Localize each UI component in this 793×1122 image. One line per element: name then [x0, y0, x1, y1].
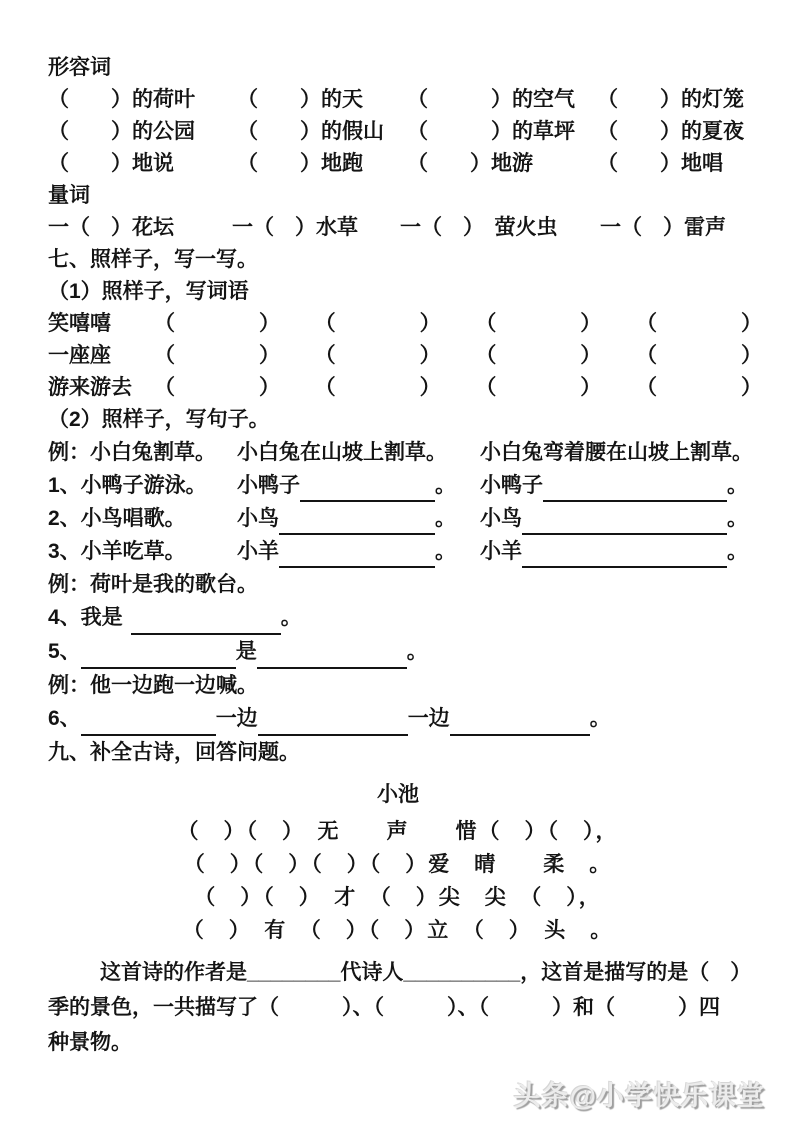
sentence-example-3: 例：他一边跑一边喊。: [48, 674, 258, 697]
fill-row-5: [48, 635, 748, 669]
word-pattern-label: 一座座: [48, 344, 111, 367]
adjective-blank: （ ）的空气: [407, 88, 575, 111]
poem-title: 小池: [377, 783, 419, 806]
fill-row-4: [48, 601, 748, 635]
answer-period: 。: [435, 474, 456, 497]
worksheet-content: [48, 52, 762, 1060]
adjective-blank: （ ）的草坪: [407, 120, 575, 143]
blank-line: [257, 640, 407, 669]
sentence-example-2: 例：荷叶是我的歌台。: [48, 573, 258, 596]
adjective-blank: （ ）的公园: [48, 120, 195, 143]
paren-blank: （ ）: [154, 344, 280, 367]
blank-line: [300, 474, 435, 502]
paren-blank: （ ）: [154, 312, 280, 335]
sentence-example-right: 小白兔弯着腰在山坡上割草。: [480, 441, 753, 464]
answer-prefix: 小鸭子: [480, 474, 543, 497]
answer-prefix: 小鸭子: [237, 474, 300, 497]
fill-prefix: 4、我是: [48, 606, 123, 629]
answer-prefix: 小羊: [237, 540, 279, 563]
sentence-answer-right: [480, 469, 748, 502]
blank-line: [522, 540, 727, 568]
question-paragraph-line: 这首诗的作者是________代诗人__________，这首是描写的是（ ）: [100, 961, 752, 984]
sentence-row: [48, 502, 748, 535]
paren-blank: （ ）: [635, 312, 762, 335]
section7-sub-sentences: （2）照样子，写句子。: [48, 408, 270, 431]
fill-mid: 一边: [407, 707, 450, 730]
blank-line: [131, 606, 281, 635]
measure-blank: 一（ ）花坛: [48, 216, 174, 239]
blank-line: [450, 707, 590, 736]
sentence-prompt: 1、小鸭子游泳。: [48, 474, 207, 497]
adjective-blank: （ ）的灯笼: [597, 88, 744, 111]
paren-blank-group: [154, 340, 762, 372]
adjective-blank: （ ）的假山: [237, 120, 384, 143]
fill-mid: 是: [235, 640, 257, 663]
blank-line: [279, 540, 435, 568]
paren-blank: （ ）: [314, 312, 441, 335]
paren-blank-group: [154, 308, 762, 340]
adjective-row: [48, 116, 748, 148]
adverb-blank: （ ）地跑: [237, 152, 363, 175]
section7-sub-words: （1）照样子，写词语: [48, 280, 249, 303]
fill-period: 。: [406, 640, 428, 663]
blank-line: [543, 474, 727, 502]
adverb-blank: （ ）地游: [407, 152, 533, 175]
question-paragraph-line: 种景物。: [48, 1031, 132, 1054]
sentence-answer-right: [480, 535, 748, 568]
blank-line: [522, 507, 727, 535]
word-pattern-label: 笑嘻嘻: [48, 312, 111, 335]
sentence-row: [48, 469, 748, 502]
adverb-blank: （ ）地唱: [597, 152, 723, 175]
sentence-answer-mid: [237, 535, 480, 568]
adjective-blank: （ ）的荷叶: [48, 88, 195, 111]
sentence-example-left: 例：小白兔割草。: [48, 441, 216, 464]
poem-line: （ ）（ ）（ ）（ ）爱 晴 柔 。: [183, 853, 613, 876]
paren-blank: （ ）: [475, 344, 602, 367]
sentence-example-row: [48, 436, 753, 469]
paren-blank: （ ）: [475, 312, 602, 335]
word-pattern-row: [48, 340, 762, 372]
question-paragraph-line: 季的景色，一共描写了（ ）、（ ）、（ ）和（ ）四: [48, 996, 720, 1019]
paren-blank: （ ）: [314, 344, 441, 367]
answer-period: 。: [727, 507, 748, 530]
watermark: 头条@小学快乐课堂: [513, 1081, 765, 1111]
paren-blank: （ ）: [475, 376, 602, 399]
measure-blank: 一（ ） 萤火虫: [400, 216, 558, 239]
poem-line: （ ）（ ） 才 （ ）尖 尖 （ ），: [194, 886, 602, 909]
adjective-row: [48, 84, 748, 116]
fill-period: 。: [589, 707, 611, 730]
blank-line: [81, 640, 236, 669]
answer-prefix: 小鸟: [480, 507, 522, 530]
paren-blank: （ ）: [635, 344, 762, 367]
answer-period: 。: [727, 474, 748, 497]
fill-mid: 一边: [215, 707, 258, 730]
fill-row-6: [48, 702, 748, 736]
measures-heading: 量词: [48, 184, 90, 207]
answer-period: 。: [435, 540, 456, 563]
section7-title: 七、照样子，写一写。: [48, 248, 258, 271]
answer-prefix: 小鸟: [237, 507, 279, 530]
paren-blank: （ ）: [635, 376, 762, 399]
sentence-answer-mid: [237, 502, 480, 535]
fill-prefix: 5、: [48, 640, 81, 663]
paren-blank: （ ）: [314, 376, 441, 399]
sentence-answer-right: [480, 502, 748, 535]
adjective-blank: （ ）的天: [237, 88, 363, 111]
fill-prefix: 6、: [48, 707, 81, 730]
sentence-prompt: 2、小鸟唱歌。: [48, 507, 186, 530]
paren-blank: （ ）: [154, 376, 280, 399]
sentence-example-mid: 小白兔在山坡上割草。: [237, 441, 447, 464]
sentence-row: [48, 535, 748, 568]
measure-blank: 一（ ）雷声: [600, 216, 726, 239]
sentence-prompt: 3、小羊吃草。: [48, 540, 186, 563]
sentence-answer-mid: [237, 469, 480, 502]
blank-line: [81, 707, 216, 736]
adjective-blank: （ ）的夏夜: [597, 120, 744, 143]
poem-line: （ ） 有 （ ）（ ）立 （ ） 头 。: [182, 919, 614, 942]
word-pattern-row: [48, 308, 762, 340]
adverb-blank: （ ）地说: [48, 152, 174, 175]
section9-title: 九、补全古诗，回答问题。: [48, 741, 300, 764]
word-pattern-label: 游来游去: [48, 376, 132, 399]
answer-period: 。: [435, 507, 456, 530]
measure-blank: 一（ ）水草: [232, 216, 358, 239]
blank-line: [279, 507, 435, 535]
paren-blank-group: [154, 372, 762, 404]
adverb-row: [48, 148, 748, 180]
answer-prefix: 小羊: [480, 540, 522, 563]
measure-row: [48, 212, 748, 244]
adjectives-heading: 形容词: [48, 56, 111, 79]
fill-period: 。: [280, 606, 302, 629]
blank-line: [258, 707, 408, 736]
word-pattern-row: [48, 372, 762, 404]
poem-line: （ ）（ ） 无 声 惜（ ）（ ），: [177, 820, 619, 843]
answer-period: 。: [727, 540, 748, 563]
